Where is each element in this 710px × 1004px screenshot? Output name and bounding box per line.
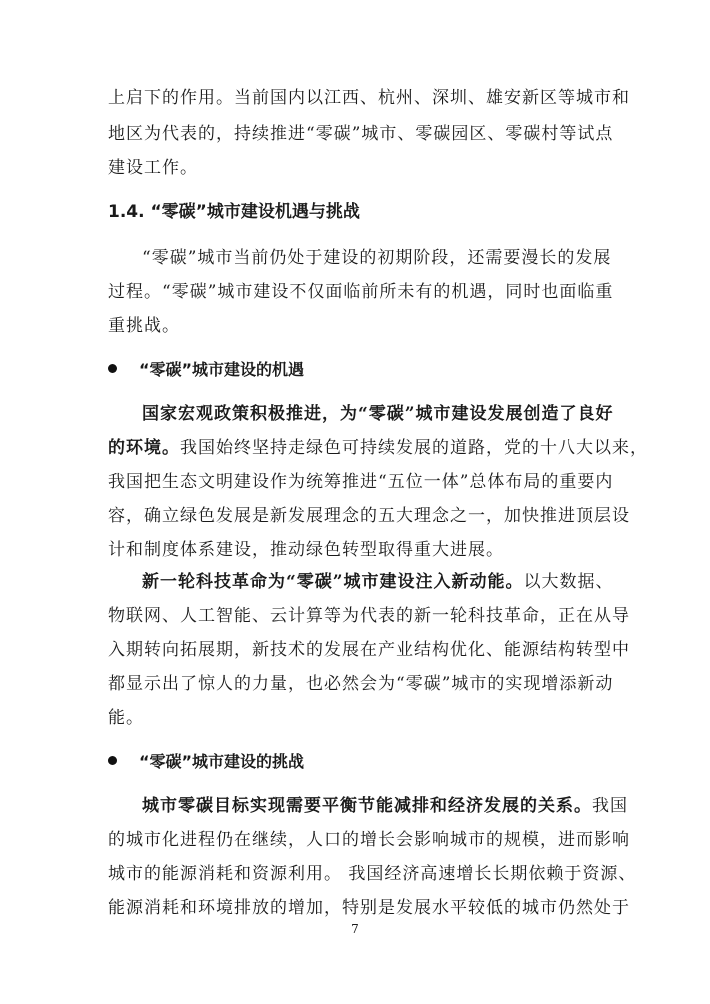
bullet-label: “零碳”城市建设的挑战: [139, 752, 305, 771]
page-number: 7: [351, 922, 359, 936]
text-line: 过程。“零碳”城市建设不仅面临前所未有的机遇，同时也面临重: [108, 282, 614, 302]
text-line: 物联网、人工智能、云计算等为代表的新一轮科技革命，正在从导: [108, 606, 630, 626]
text-run: 以大数据、: [523, 572, 614, 592]
text-line: 都显示出了惊人的力量，也必然会为“零碳”城市的实现增添新动: [108, 674, 614, 694]
bullet-heading-challenge: [108, 751, 304, 773]
bold-run: 城市零碳目标实现需要平衡节能减排和经济发展的关系。: [142, 796, 592, 816]
text-run: 我国始终坚持走绿色可持续发展的道路，党的十八大以来，: [180, 438, 648, 458]
text-line: [142, 571, 614, 593]
text-line: 建设工作。: [108, 158, 198, 178]
text-line: 能源消耗和环境排放的增加，特别是发展水平较低的城市仍然处于: [108, 898, 630, 918]
text-line: 入期转向拓展期，新技术的发展在产业结构优化、能源结构转型中: [108, 640, 630, 660]
text-line: 计和制度体系建设，推动绿色转型取得重大进展。: [108, 540, 504, 560]
bold-run: 的环境。: [108, 438, 180, 458]
bold-text-line: 国家宏观政策积极推进，为“零碳”城市建设发展创造了良好: [142, 404, 614, 424]
bullet-icon: [108, 756, 117, 765]
text-line: [142, 795, 628, 817]
text-line: 能。: [108, 708, 144, 728]
text-line: 重挑战。: [108, 316, 180, 336]
text-line: “零碳”城市当前仍处于建设的初期阶段，还需要漫长的发展: [142, 248, 612, 268]
text-line: [108, 437, 648, 459]
bold-run: 新一轮科技革命为“零碳”城市建设注入新动能。: [142, 572, 524, 592]
text-line: 我国把生态文明建设作为统筹推进“五位一体”总体布局的重要内: [108, 472, 614, 492]
text-run: 我国: [592, 796, 628, 816]
bullet-icon: [108, 364, 117, 373]
text-line: 的城市化进程仍在继续，人口的增长会影响城市的规模，进而影响: [108, 830, 630, 850]
text-line: 城市的能源消耗和资源利用。 我国经济高速增长长期依赖于资源、: [108, 864, 637, 884]
bullet-heading-opportunity: [108, 359, 304, 381]
text-line: 上启下的作用。当前国内以江西、杭州、深圳、雄安新区等城市和: [108, 88, 630, 108]
section-heading: 1.4. “零碳”城市建设机遇与挑战: [108, 202, 360, 222]
text-line: 地区为代表的，持续推进“零碳”城市、零碳园区、零碳村等试点: [108, 124, 614, 144]
bullet-label: “零碳”城市建设的机遇: [139, 360, 305, 379]
text-line: 容，确立绿色发展是新发展理念的五大理念之一，加快推进顶层设: [108, 506, 630, 526]
